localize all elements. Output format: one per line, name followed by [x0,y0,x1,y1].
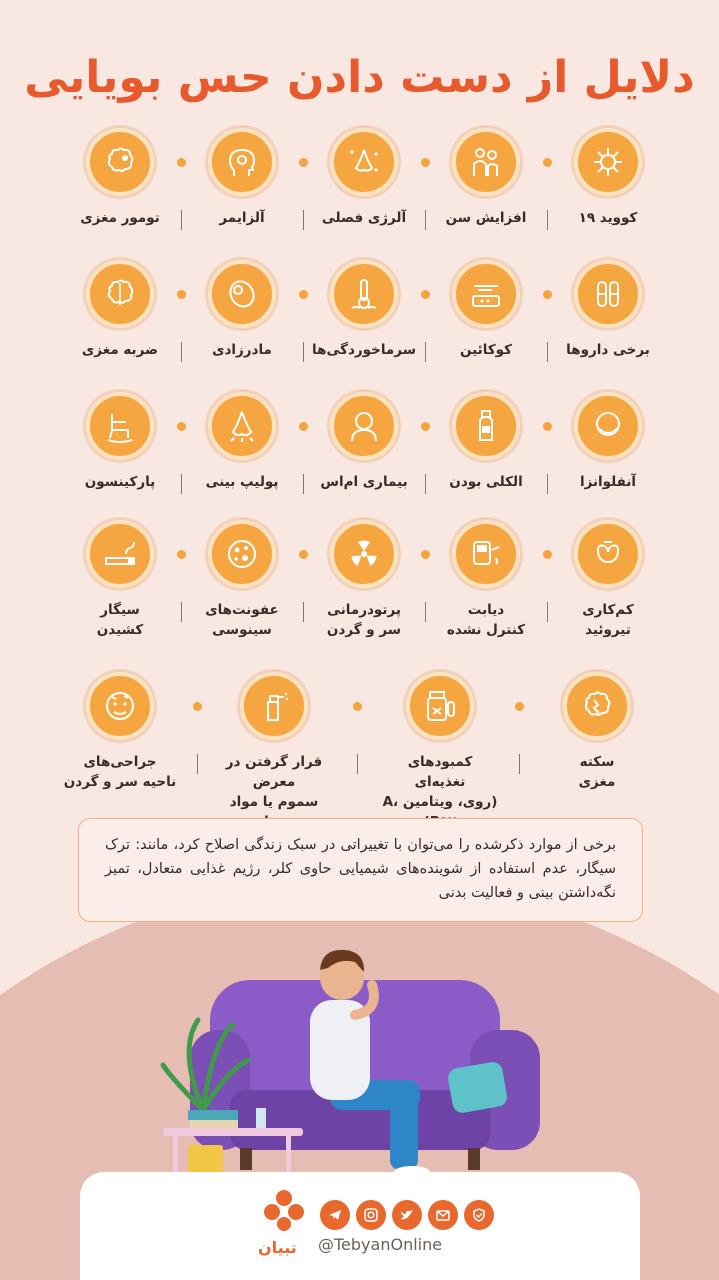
separator-line [181,474,182,494]
cause-label: برخی داروها [566,342,650,358]
cause-label: پرتودرمانی سر و گردن [326,602,402,638]
thermometer-icon [346,276,382,312]
cause-icon-badge [86,672,154,740]
cushion [447,1060,509,1114]
page-title: دلایل از دست دادن حس بویایی [24,52,695,103]
glucose-meter-icon [468,536,504,572]
cause-label: آلرژی فصلی [321,210,407,226]
causes-row [0,382,719,492]
separator-dot [177,550,186,559]
books-2 [190,1120,238,1128]
causes-row [0,662,719,810]
nose-icon [224,408,260,444]
separator-dot [177,290,186,299]
separator-line [425,210,426,230]
separator-dot [421,158,430,167]
cause-icon-badge [208,260,276,328]
tebyan-logo-icon [262,1188,306,1232]
table-leg-r [286,1136,291,1172]
separator-line [547,602,548,622]
separator-line [303,342,304,362]
causes-row [0,118,719,228]
cause-icon-badge [86,260,154,328]
separator-line [181,602,182,622]
cause-icon-badge [452,260,520,328]
cause-icon-badge [86,520,154,588]
side-table [163,1128,303,1136]
cause-icon-badge [330,392,398,460]
separator-line [181,210,182,230]
separator-line [197,754,198,774]
cause-icon-badge [86,392,154,460]
lifestyle-note: برخی از موارد ذکرشده را می‌توان با تغییراتی در سبک زندگی اصلاح کرد، مانند: ترک سیگار، عدم استفاده از شوینده‌های شیمیایی حاوی کلر، رژیم غذایی متعادل، تمیز نگه‌داشتن بینی و فعالیت بدنی [78,818,643,922]
twitter-icon[interactable] [392,1200,422,1230]
cause-icon-badge [452,392,520,460]
cause-icon-badge [208,520,276,588]
cause-label: جراحی‌های ناحیه سر و گردن [63,754,177,790]
cause-icon-badge [86,128,154,196]
cause-label: آنفلوانزا [579,474,637,490]
cause-icon-badge [208,128,276,196]
separator-dot [421,290,430,299]
logo-text: تبیان [258,1238,297,1257]
rocking-chair-icon [102,408,138,444]
person-head-icon [346,408,382,444]
glass [256,1108,266,1128]
plant-pot [188,1145,223,1173]
social-handle: @TebyanOnline [318,1235,443,1254]
telegram-icon[interactable] [320,1200,350,1230]
separator-line [425,474,426,494]
cause-label: کمبودهای تغذیه‌ای (روی، ویتامین A، [382,754,498,810]
cause-icon-badge [574,260,642,328]
separator-dot [543,550,552,559]
separator-dot [177,422,186,431]
bacteria-icon [224,536,260,572]
cause-label: سیگار کشیدن [96,602,144,638]
cause-label: آلزایمر [219,210,265,226]
cause-label: افزایش سن [445,210,527,226]
cause-icon-badge [330,520,398,588]
causes-row [0,250,719,360]
cause-label: سرماخوردگی‌ها [312,342,416,358]
separator-dot [421,550,430,559]
cocaine-icon [468,276,504,312]
separator-line [547,342,548,362]
cause-label: بیماری ام‌اس [320,474,408,490]
separator-dot [193,702,202,711]
separator-line [357,754,358,774]
cause-label: عفونت‌های سینوسی [205,602,279,638]
cause-label: دیابت کنترل نشده [446,602,526,638]
separator-dot [543,290,552,299]
separator-dot [177,158,186,167]
cause-icon-badge [406,672,474,740]
plant-table-illustration [158,1010,308,1175]
footer [80,1172,640,1280]
shield-check-icon[interactable] [464,1200,494,1230]
separator-dot [299,158,308,167]
separator-line [303,602,304,622]
head-surgery-icon [102,688,138,724]
separator-dot [353,702,362,711]
separator-dot [543,422,552,431]
cause-label: سکته مغزی [578,754,616,790]
cause-icon-badge [574,392,642,460]
cause-label: ضربه مغزی [81,342,159,358]
cause-icon-badge [452,128,520,196]
cause-icon-badge [563,672,631,740]
cause-label: پولیپ بینی [205,474,279,490]
cause-label: پارکینسون [84,474,156,490]
cause-label: مادرزادی [212,342,272,358]
nose-allergy-icon [346,144,382,180]
cause-icon-badge [574,128,642,196]
cause-label: قرار گرفتن در معرض سموم یا مواد [225,754,323,810]
brain-tumor-icon [102,144,138,180]
separator-dot [299,422,308,431]
separator-line [303,474,304,494]
cause-label: الکلی بودن [449,474,523,490]
brain-icon [102,276,138,312]
spray-bottle-icon [256,688,292,724]
thyroid-icon [590,536,626,572]
baby-icon [224,276,260,312]
cause-icon-badge [330,260,398,328]
plant-leaves [163,1020,248,1110]
cause-icon-badge [330,128,398,196]
cause-label: کوکائین [460,342,512,358]
elderly-couple-icon [468,144,504,180]
virus-icon [590,144,626,180]
cause-label: کم‌کاری تیروئید [582,602,634,638]
head-brain-icon [224,144,260,180]
instagram-icon[interactable] [356,1200,386,1230]
cause-icon-badge [240,672,308,740]
books [188,1110,238,1120]
separator-line [519,754,520,774]
separator-line [425,602,426,622]
cause-icon-badge [208,392,276,460]
cause-icon-badge [574,520,642,588]
separator-dot [543,158,552,167]
bottle-icon [468,408,504,444]
cigarette-icon [102,536,138,572]
separator-line [425,342,426,362]
separator-line [181,342,182,362]
radiation-icon [346,536,382,572]
supplement-icon [422,688,458,724]
pills-icon [590,276,626,312]
separator-line [547,210,548,230]
sofa-leg-r [468,1148,480,1170]
separator-line [547,474,548,494]
separator-dot [515,702,524,711]
separator-dot [299,550,308,559]
mask-face-icon [590,408,626,444]
table-leg-l [173,1136,178,1172]
stroke-brain-icon [579,688,615,724]
separator-line [303,210,304,230]
cause-icon-badge [452,520,520,588]
causes-row [0,510,719,638]
separator-dot [421,422,430,431]
separator-dot [299,290,308,299]
man-shin [390,1090,418,1170]
cause-label: تومور مغزی [80,210,160,226]
email-icon[interactable] [428,1200,458,1230]
cause-label: کووید ۱۹ [578,210,638,226]
